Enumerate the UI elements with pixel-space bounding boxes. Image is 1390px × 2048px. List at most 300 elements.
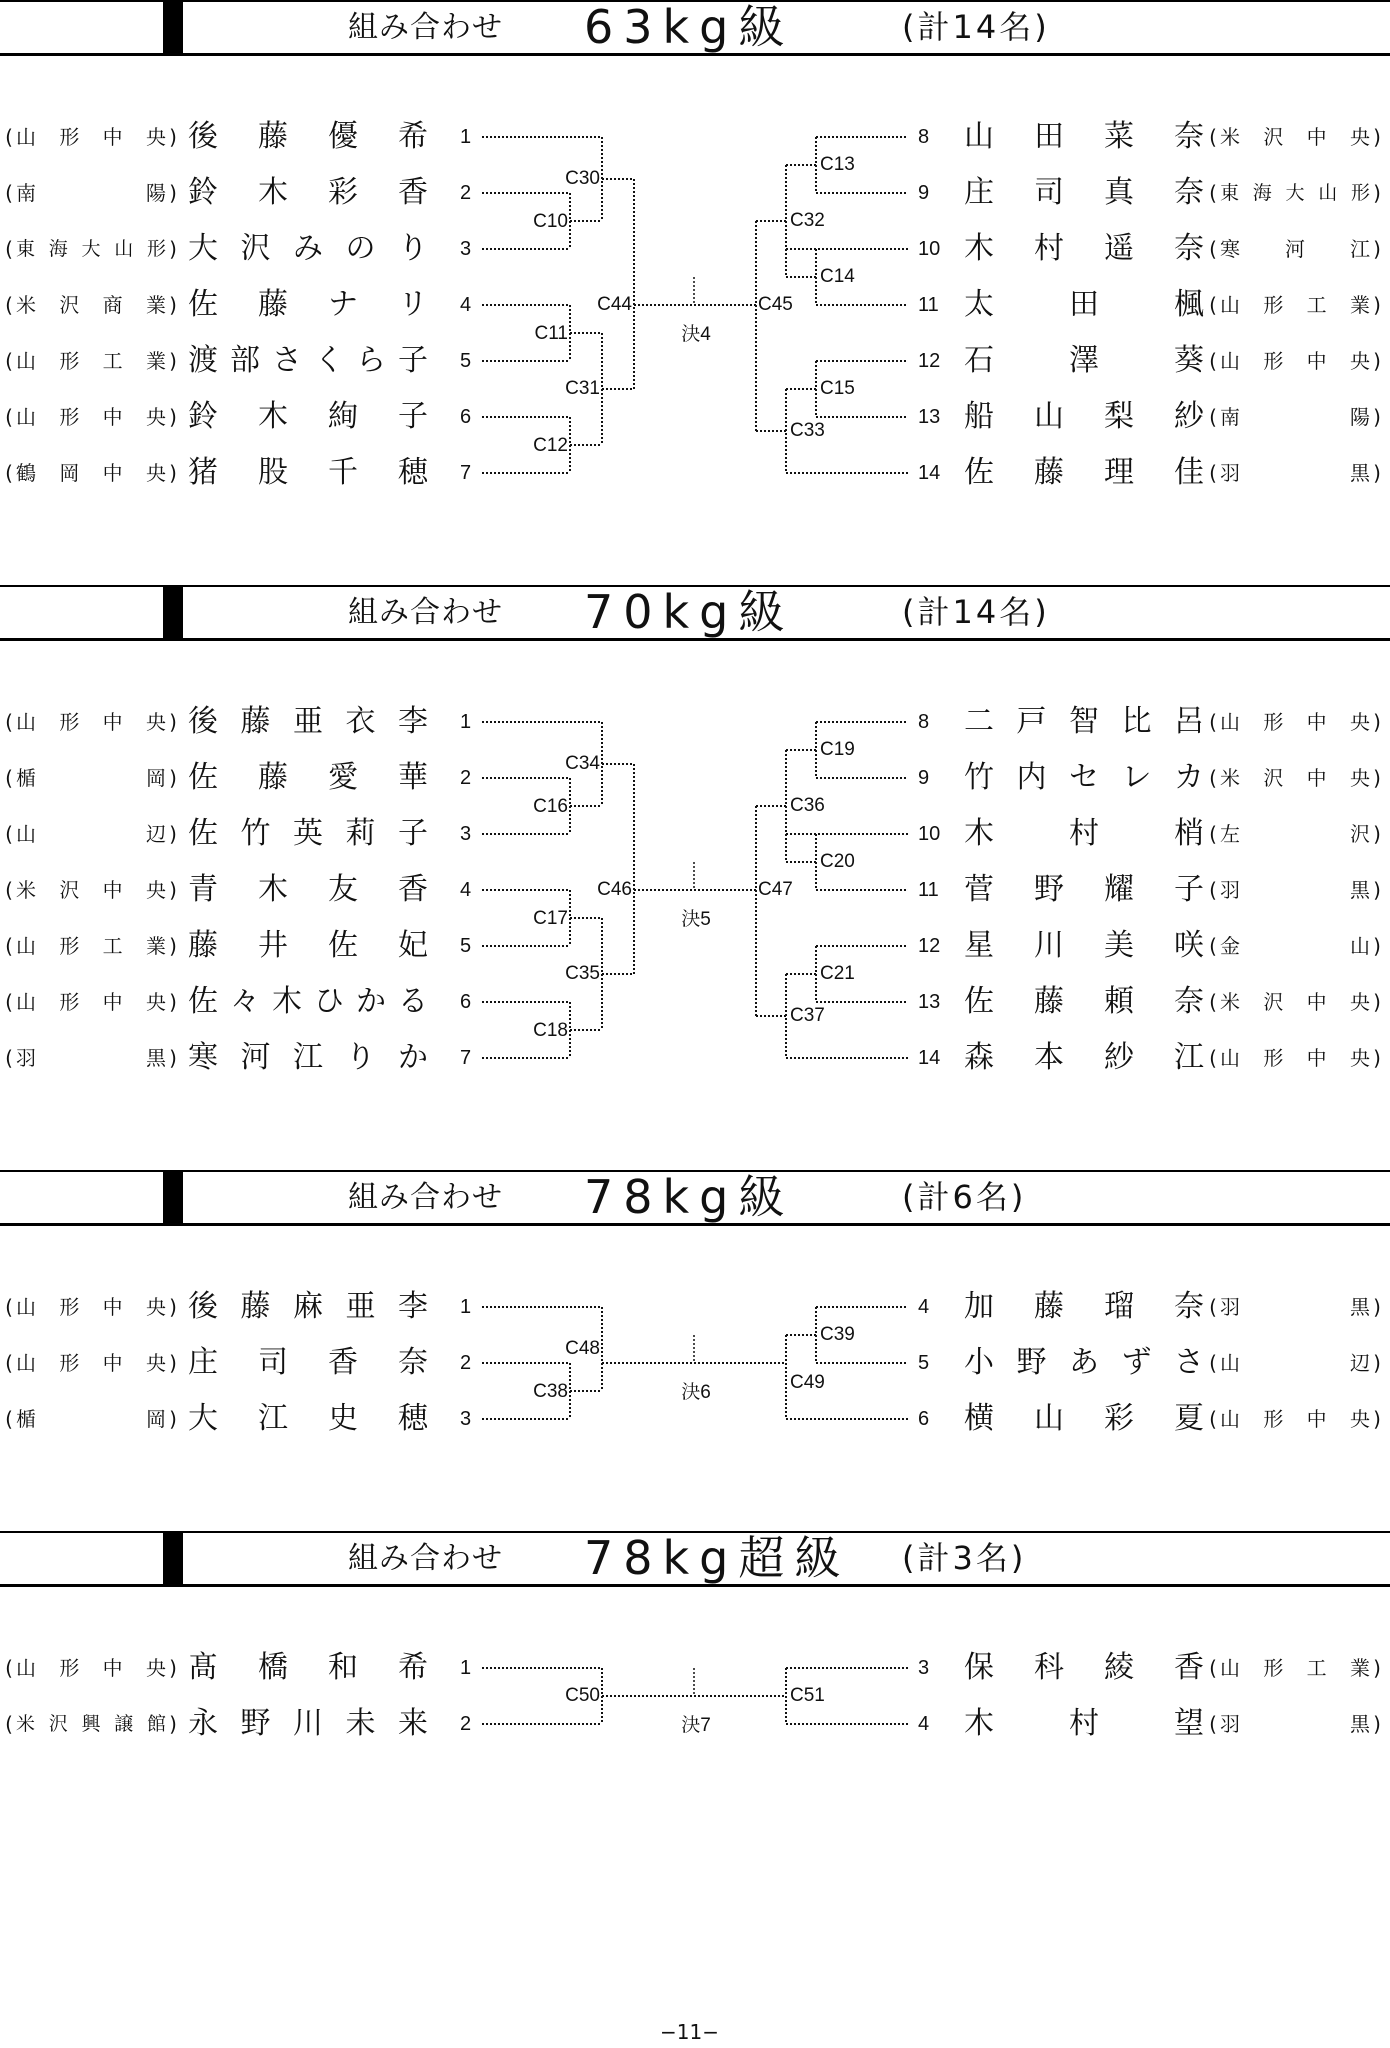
name-char: 子 <box>398 399 428 434</box>
school-char: 形 <box>59 934 80 958</box>
school-char: 米 <box>16 1713 36 1735</box>
school-char: 央 <box>1349 349 1370 373</box>
school-char: 工 <box>102 934 123 958</box>
name-char: 川 <box>293 1706 323 1741</box>
school-char: 楯 <box>16 1407 36 1431</box>
paren-open: ( <box>5 878 13 902</box>
name-char: 鈴 <box>188 399 218 434</box>
school-char: 南 <box>1220 405 1240 429</box>
paren-close: ) <box>169 181 177 205</box>
school-char: 山 <box>1220 1351 1240 1375</box>
name-char: 渡 <box>188 343 218 378</box>
seed-number: 8 <box>918 126 930 148</box>
school-char: 沢 <box>1263 766 1284 790</box>
paren-open: ( <box>5 710 13 734</box>
name-char: 香 <box>328 1345 358 1380</box>
school-char: 山 <box>114 238 134 260</box>
school-char: 中 <box>1306 710 1327 734</box>
name-char: 来 <box>398 1706 428 1741</box>
name-char: み <box>293 231 323 266</box>
seed-number: 3 <box>918 1657 930 1679</box>
school-char: 央 <box>145 1656 166 1680</box>
match-label: C11 <box>534 323 568 344</box>
school-char: 央 <box>145 1351 166 1375</box>
school-char: 中 <box>102 1295 123 1319</box>
name-char: 大 <box>188 231 218 266</box>
paren-open: ( <box>5 461 13 485</box>
paren-close: ) <box>169 1295 177 1319</box>
name-char: か <box>356 984 386 1019</box>
name-char: 麻 <box>293 1289 323 1324</box>
school-char: 央 <box>145 461 166 485</box>
name-char: く <box>314 343 344 378</box>
match-label: C14 <box>820 266 855 287</box>
school-char: 中 <box>102 1351 123 1375</box>
match-label: C12 <box>533 435 568 456</box>
paren-open: ( <box>1209 710 1217 734</box>
name-char: 奈 <box>1174 175 1204 210</box>
match-label: C46 <box>597 879 632 900</box>
name-char: 呂 <box>1174 704 1204 739</box>
school-char: 沢 <box>59 293 80 317</box>
paren-close: ) <box>1373 237 1381 261</box>
name-char: 木 <box>964 1706 994 1741</box>
paren-close: ) <box>1373 1046 1381 1070</box>
paren-close: ) <box>169 1656 177 1680</box>
name-char: 藤 <box>1034 984 1064 1019</box>
name-char: 奈 <box>1174 984 1204 1019</box>
school-char: 形 <box>59 125 80 149</box>
name-char: 竹 <box>240 816 271 851</box>
name-char: 香 <box>398 872 428 907</box>
school-char: 業 <box>145 349 166 373</box>
name-char: 江 <box>1174 1040 1204 1075</box>
paren-open: ( <box>5 1295 13 1319</box>
paren-close: ) <box>169 349 177 373</box>
name-char: さ <box>1174 1345 1204 1380</box>
seed-number: 1 <box>460 1296 472 1318</box>
school-char: 東 <box>16 238 36 260</box>
paren-close: ) <box>1373 766 1381 790</box>
school-char: 中 <box>1306 1407 1327 1431</box>
school-char: 央 <box>1349 125 1370 149</box>
seed-number: 4 <box>918 1296 930 1318</box>
paren-close: ) <box>169 1407 177 1431</box>
school-char: 沢 <box>1263 125 1284 149</box>
name-char: 加 <box>964 1289 994 1324</box>
school-char: 楯 <box>16 766 36 790</box>
name-char: 友 <box>328 872 358 907</box>
school-char: 山 <box>16 349 36 373</box>
name-char: 本 <box>1034 1040 1064 1075</box>
name-char: 衣 <box>345 704 376 739</box>
paren-open: ( <box>5 766 13 790</box>
school-char: 山 <box>1220 1407 1240 1431</box>
paren-open: ( <box>5 125 13 149</box>
match-label: C47 <box>758 879 793 900</box>
name-char: 小 <box>964 1345 994 1380</box>
match-label: C39 <box>820 1324 855 1345</box>
name-char: 子 <box>398 343 428 378</box>
name-char: 亜 <box>293 704 323 739</box>
match-label: C30 <box>565 168 600 189</box>
paren-open: ( <box>5 1656 13 1680</box>
paren-open: ( <box>1209 125 1217 149</box>
name-char: 庄 <box>964 175 994 210</box>
seed-number: 12 <box>918 935 941 957</box>
name-char: 梨 <box>1104 399 1134 434</box>
header-label: 組み合わせ <box>348 595 503 630</box>
school-char: 形 <box>59 349 80 373</box>
match-label: C51 <box>790 1685 825 1706</box>
paren-close: ) <box>169 237 177 261</box>
name-char: 戸 <box>1016 704 1047 739</box>
name-char: 奈 <box>1174 119 1204 154</box>
name-char: 紗 <box>1104 1040 1134 1075</box>
name-char: か <box>398 1040 428 1075</box>
name-char: 股 <box>258 455 288 490</box>
school-char: 形 <box>1263 1046 1284 1070</box>
paren-open: ( <box>5 822 13 846</box>
match-label: 決6 <box>681 1382 711 1403</box>
school-char: 中 <box>1306 349 1327 373</box>
participant-count: (計14名) <box>902 593 1050 631</box>
paren-open: ( <box>5 1351 13 1375</box>
school-char: 岡 <box>146 766 166 790</box>
school-char: 山 <box>16 1295 36 1319</box>
match-label: C48 <box>565 1338 600 1359</box>
name-char: 希 <box>398 1650 428 1685</box>
name-char: セ <box>1069 760 1099 795</box>
seed-number: 8 <box>918 711 930 733</box>
school-char: 羽 <box>16 1046 36 1070</box>
school-char: 中 <box>102 461 123 485</box>
name-char: 子 <box>398 816 428 851</box>
name-char: 澤 <box>1069 343 1099 378</box>
paren-close: ) <box>169 1351 177 1375</box>
name-char: 絢 <box>328 399 358 434</box>
seed-number: 3 <box>460 238 472 260</box>
name-char: 々 <box>230 984 260 1019</box>
school-char: 山 <box>16 125 36 149</box>
school-char: 黒 <box>1350 878 1370 902</box>
school-char: 形 <box>1263 293 1284 317</box>
name-char: 佐 <box>964 455 994 490</box>
name-char: の <box>345 231 376 266</box>
match-label: C45 <box>758 294 793 315</box>
name-char: 河 <box>240 1040 271 1075</box>
name-char: 大 <box>188 1401 218 1436</box>
school-char: 沢 <box>59 878 80 902</box>
school-char: 米 <box>1220 125 1240 149</box>
name-char: 村 <box>1069 1706 1099 1741</box>
school-char: 形 <box>59 990 80 1014</box>
school-char: 業 <box>1349 293 1370 317</box>
name-char: 藤 <box>258 287 288 322</box>
paren-open: ( <box>1209 1712 1217 1736</box>
paren-close: ) <box>169 125 177 149</box>
seed-number: 14 <box>918 462 941 484</box>
name-char: 田 <box>1069 287 1099 322</box>
seed-number: 1 <box>460 126 472 148</box>
name-char: 青 <box>188 872 218 907</box>
name-char: 菜 <box>1104 119 1134 154</box>
school-char: 業 <box>1349 1656 1370 1680</box>
name-char: 美 <box>1104 928 1134 963</box>
name-char: 山 <box>964 119 994 154</box>
school-char: 金 <box>1220 934 1240 958</box>
name-char: 未 <box>345 1706 376 1741</box>
name-char: 妃 <box>398 928 428 963</box>
seed-number: 2 <box>460 1713 472 1735</box>
paren-open: ( <box>1209 822 1217 846</box>
seed-number: 1 <box>460 1657 472 1679</box>
participant-count: (計14名) <box>902 8 1050 46</box>
paren-close: ) <box>169 1046 177 1070</box>
school-char: 沢 <box>48 1713 68 1735</box>
name-char: 藤 <box>258 760 288 795</box>
weight-class-title: 78kg級 <box>584 1170 795 1224</box>
name-char: 髙 <box>188 1650 218 1685</box>
match-label: C49 <box>790 1372 825 1393</box>
match-label: C32 <box>790 210 825 231</box>
paren-open: ( <box>1209 349 1217 373</box>
match-label: C15 <box>820 378 855 399</box>
seed-number: 5 <box>460 350 472 372</box>
name-char: 庄 <box>188 1345 218 1380</box>
match-label: C37 <box>790 1005 825 1026</box>
name-char: 寒 <box>188 1040 218 1075</box>
name-char: 莉 <box>345 816 376 851</box>
school-char: 山 <box>1350 934 1370 958</box>
name-char: 香 <box>1174 1650 1204 1685</box>
seed-number: 5 <box>918 1352 930 1374</box>
name-char: 梢 <box>1174 816 1204 851</box>
participant-count: (計6名) <box>902 1178 1027 1216</box>
school-char: 央 <box>145 125 166 149</box>
name-char: 竹 <box>964 760 994 795</box>
name-char: 江 <box>293 1040 323 1075</box>
school-char: 南 <box>16 181 36 205</box>
name-char: 二 <box>964 704 994 739</box>
name-char: 穂 <box>398 1401 428 1436</box>
match-label: C38 <box>533 1381 568 1402</box>
school-char: 中 <box>102 990 123 1014</box>
seed-number: 6 <box>460 991 472 1013</box>
school-char: 工 <box>1306 1656 1327 1680</box>
name-char: り <box>345 1040 376 1075</box>
name-char: 亜 <box>345 1289 376 1324</box>
school-char: 央 <box>1349 1046 1370 1070</box>
name-char: 江 <box>258 1401 288 1436</box>
school-char: 中 <box>102 710 123 734</box>
paren-open: ( <box>1209 1656 1217 1680</box>
school-char: 辺 <box>146 822 166 846</box>
paren-open: ( <box>1209 878 1217 902</box>
school-char: 央 <box>145 405 166 429</box>
name-char: 川 <box>1034 928 1064 963</box>
seed-number: 3 <box>460 823 472 845</box>
page-number: −11− <box>660 2020 719 2044</box>
name-char: 頼 <box>1104 984 1134 1019</box>
paren-close: ) <box>169 990 177 1014</box>
paren-close: ) <box>1373 990 1381 1014</box>
name-char: ひ <box>314 984 344 1019</box>
paren-close: ) <box>1373 125 1381 149</box>
name-char: 森 <box>964 1040 994 1075</box>
header-label: 組み合わせ <box>348 10 503 45</box>
name-char: 後 <box>188 119 218 154</box>
name-char: 司 <box>258 1345 288 1380</box>
school-char: 黒 <box>1350 1295 1370 1319</box>
match-label: C34 <box>565 753 600 774</box>
paren-open: ( <box>1209 766 1217 790</box>
paren-close: ) <box>1373 1295 1381 1319</box>
school-char: 山 <box>1318 182 1338 204</box>
school-char: 央 <box>145 710 166 734</box>
name-char: 山 <box>1034 399 1064 434</box>
seed-number: 6 <box>460 406 472 428</box>
school-char: 形 <box>59 1351 80 1375</box>
match-label: C21 <box>820 963 855 984</box>
school-char: 大 <box>1285 182 1305 204</box>
name-char: 英 <box>293 816 323 851</box>
match-label: C13 <box>820 154 855 175</box>
school-char: 山 <box>1220 349 1240 373</box>
name-char: 船 <box>964 399 994 434</box>
seed-number: 4 <box>460 294 472 316</box>
school-char: 山 <box>16 1351 36 1375</box>
name-char: 佳 <box>1174 455 1204 490</box>
school-char: 羽 <box>1220 878 1240 902</box>
seed-number: 14 <box>918 1047 941 1069</box>
paren-close: ) <box>169 461 177 485</box>
school-char: 央 <box>1349 710 1370 734</box>
school-char: 山 <box>16 1656 36 1680</box>
school-char: 央 <box>145 990 166 1014</box>
name-char: さ <box>272 343 302 378</box>
paren-open: ( <box>5 293 13 317</box>
name-char: 佐 <box>188 760 218 795</box>
school-char: 館 <box>146 1713 166 1735</box>
school-char: 中 <box>102 878 123 902</box>
name-char: 木 <box>258 872 288 907</box>
name-char: 木 <box>272 984 302 1019</box>
name-char: 藤 <box>1034 455 1064 490</box>
school-char: 江 <box>1350 237 1370 261</box>
name-char: 沢 <box>240 231 271 266</box>
paren-open: ( <box>5 1046 13 1070</box>
name-char: 華 <box>398 760 428 795</box>
paren-open: ( <box>5 349 13 373</box>
paren-close: ) <box>1373 710 1381 734</box>
name-char: 香 <box>398 175 428 210</box>
name-char: 紗 <box>1174 399 1204 434</box>
name-char: 部 <box>230 343 260 378</box>
name-char: 佐 <box>188 984 218 1019</box>
name-char: あ <box>1069 1345 1099 1380</box>
paren-open: ( <box>5 990 13 1014</box>
name-char: 綾 <box>1104 1650 1134 1685</box>
school-char: 中 <box>102 1656 123 1680</box>
name-char: 比 <box>1121 704 1152 739</box>
paren-close: ) <box>1373 878 1381 902</box>
school-char: 沢 <box>1350 822 1370 846</box>
school-char: 山 <box>16 822 36 846</box>
school-char: 中 <box>1306 990 1327 1014</box>
name-char: 藤 <box>240 704 271 739</box>
name-char: ナ <box>328 287 358 322</box>
school-char: 河 <box>1285 237 1305 261</box>
name-char: 野 <box>240 1706 271 1741</box>
seed-number: 2 <box>460 1352 472 1374</box>
school-char: 山 <box>16 990 36 1014</box>
match-label: 決5 <box>681 909 711 930</box>
name-char: 穂 <box>398 455 428 490</box>
name-char: カ <box>1174 760 1204 795</box>
seed-number: 2 <box>460 767 472 789</box>
match-label: C36 <box>790 795 825 816</box>
seed-number: 5 <box>460 935 472 957</box>
name-char: ず <box>1121 1345 1152 1380</box>
school-char: 米 <box>1220 990 1240 1014</box>
paren-open: ( <box>5 934 13 958</box>
name-char: 夏 <box>1174 1401 1204 1436</box>
weight-class-title: 78kg超級 <box>584 1531 851 1585</box>
paren-close: ) <box>1373 1407 1381 1431</box>
school-char: 大 <box>81 238 101 260</box>
school-char: 羽 <box>1220 1295 1240 1319</box>
match-label: C17 <box>533 908 568 929</box>
seed-number: 7 <box>460 1047 472 1069</box>
seed-number: 10 <box>918 823 941 845</box>
name-char: 李 <box>398 704 428 739</box>
name-char: 望 <box>1174 1706 1204 1741</box>
match-label: C31 <box>565 378 600 399</box>
seed-number: 13 <box>918 406 941 428</box>
school-char: 工 <box>1306 293 1327 317</box>
school-char: 山 <box>1220 1046 1240 1070</box>
name-char: 和 <box>328 1650 358 1685</box>
school-char: 業 <box>145 934 166 958</box>
school-char: 東 <box>1220 182 1240 204</box>
name-char: 田 <box>1034 119 1064 154</box>
name-char: 佐 <box>964 984 994 1019</box>
paren-open: ( <box>1209 1351 1217 1375</box>
school-char: 譲 <box>114 1713 134 1735</box>
school-char: 海 <box>1252 182 1272 204</box>
school-char: 羽 <box>1220 461 1240 485</box>
match-label: C50 <box>565 1685 600 1706</box>
match-label: C33 <box>790 420 825 441</box>
name-char: 菅 <box>964 872 994 907</box>
school-char: 形 <box>1263 349 1284 373</box>
name-char: る <box>398 984 428 1019</box>
paren-close: ) <box>1373 181 1381 205</box>
name-char: 井 <box>258 928 288 963</box>
name-char: り <box>398 231 428 266</box>
name-char: 藤 <box>1034 1289 1064 1324</box>
seed-number: 3 <box>460 1408 472 1430</box>
name-char: 藤 <box>258 119 288 154</box>
school-char: 陽 <box>1350 405 1370 429</box>
seed-number: 7 <box>460 462 472 484</box>
paren-close: ) <box>169 405 177 429</box>
name-char: 李 <box>398 1289 428 1324</box>
seed-number: 13 <box>918 991 941 1013</box>
paren-open: ( <box>5 1407 13 1431</box>
match-label: C20 <box>820 851 855 872</box>
